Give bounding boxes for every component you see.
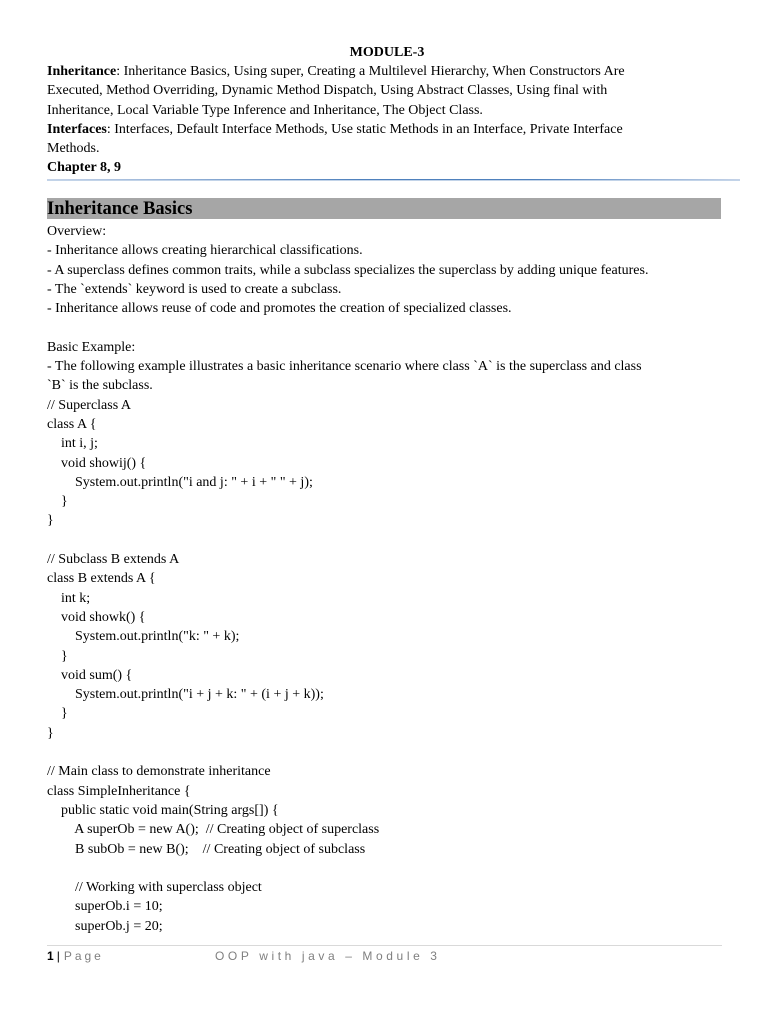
page-label: Page bbox=[63, 949, 104, 963]
code-line: B subOb = new B(); // Creating object of subclass bbox=[47, 841, 366, 857]
code-line: } bbox=[47, 706, 68, 722]
code-listing bbox=[47, 396, 727, 936]
code-line: } bbox=[47, 725, 54, 741]
overview-item: - A superclass defines common traits, while a subclass specializes the superclass by adding unique features. bbox=[47, 262, 649, 278]
inheritance-topics-line-3: Inheritance, Local Variable Type Inference and Inheritance, The Object Class. bbox=[47, 102, 483, 118]
inheritance-topics-text: : Inheritance Basics, Using super, Creating a Multilevel Hierarchy, When Constructors Are bbox=[116, 64, 625, 79]
overview-item: - The `extends` keyword is used to create a subclass. bbox=[47, 281, 342, 297]
footer-separator: | bbox=[56, 949, 60, 963]
inheritance-topics-line-2: Executed, Method Overriding, Dynamic Method Dispatch, Using Abstract Classes, Using final with bbox=[47, 83, 608, 99]
header-divider bbox=[47, 179, 740, 180]
chapter-reference: Chapter 8, 9 bbox=[47, 160, 122, 176]
code-line: // Main class to demonstrate inheritance bbox=[47, 764, 271, 780]
example-description-line-1: - The following example illustrates a basic inheritance scenario where class `A` is the superclass and class bbox=[47, 359, 642, 375]
footer-title: OOP with java – Module 3 bbox=[215, 949, 441, 963]
interfaces-topics-text: : Interfaces, Default Interface Methods, Use static Methods in an Interface, Private Interface bbox=[106, 121, 623, 137]
code-line: void showij() { bbox=[47, 455, 147, 471]
interfaces-topics-line-2: Methods. bbox=[47, 141, 100, 157]
code-line: public static void main(String args[]) { bbox=[47, 802, 279, 818]
code-line: System.out.println("i + j + k: " + (i + j + k)); bbox=[47, 687, 324, 703]
code-blank-line bbox=[47, 531, 727, 550]
code-line: int k; bbox=[47, 590, 91, 606]
code-line: System.out.println("k: " + k); bbox=[47, 629, 240, 645]
interfaces-topics-line-1 bbox=[47, 120, 727, 139]
code-line: // Subclass B extends A bbox=[47, 552, 180, 568]
code-line: superOb.j = 20; bbox=[47, 918, 163, 934]
overview-item: - Inheritance allows reuse of code and promotes the creation of specialized classes. bbox=[47, 301, 512, 317]
document-header bbox=[47, 43, 727, 178]
code-line: A superOb = new A(); // Creating object of superclass bbox=[47, 822, 380, 838]
code-blank-line bbox=[47, 859, 727, 878]
code-line: // Working with superclass object bbox=[47, 880, 262, 896]
page-number: 1 bbox=[47, 949, 54, 963]
code-line: } bbox=[47, 513, 54, 529]
footer-divider bbox=[47, 945, 722, 946]
module-title: MODULE-3 bbox=[349, 45, 425, 60]
section-heading: Inheritance Basics bbox=[47, 198, 721, 219]
interfaces-label: Interfaces bbox=[47, 121, 107, 137]
blank-line bbox=[47, 318, 727, 337]
code-line: superOb.i = 10; bbox=[47, 899, 163, 915]
code-line: void showk() { bbox=[47, 609, 146, 625]
code-line: // Superclass A bbox=[47, 397, 131, 413]
code-line: class A { bbox=[47, 416, 97, 432]
page-footer bbox=[47, 948, 104, 964]
code-line: int i, j; bbox=[47, 436, 98, 452]
code-line: void sum() { bbox=[47, 667, 133, 683]
code-line: System.out.println("i and j: " + i + " " + j); bbox=[47, 474, 313, 490]
inheritance-label: Inheritance bbox=[47, 64, 117, 79]
code-line: class SimpleInheritance { bbox=[47, 783, 191, 799]
example-description-line-2: `B` is the subclass. bbox=[47, 378, 153, 394]
overview-item: - Inheritance allows creating hierarchical classifications. bbox=[47, 243, 363, 259]
code-line: } bbox=[47, 494, 68, 510]
section-body bbox=[47, 222, 727, 936]
example-label: Basic Example: bbox=[47, 339, 136, 355]
code-blank-line bbox=[47, 743, 727, 762]
inheritance-topics-line-1 bbox=[47, 62, 727, 81]
code-line: class B extends A { bbox=[47, 571, 156, 587]
code-line: } bbox=[47, 648, 68, 664]
overview-label: Overview: bbox=[47, 224, 107, 239]
